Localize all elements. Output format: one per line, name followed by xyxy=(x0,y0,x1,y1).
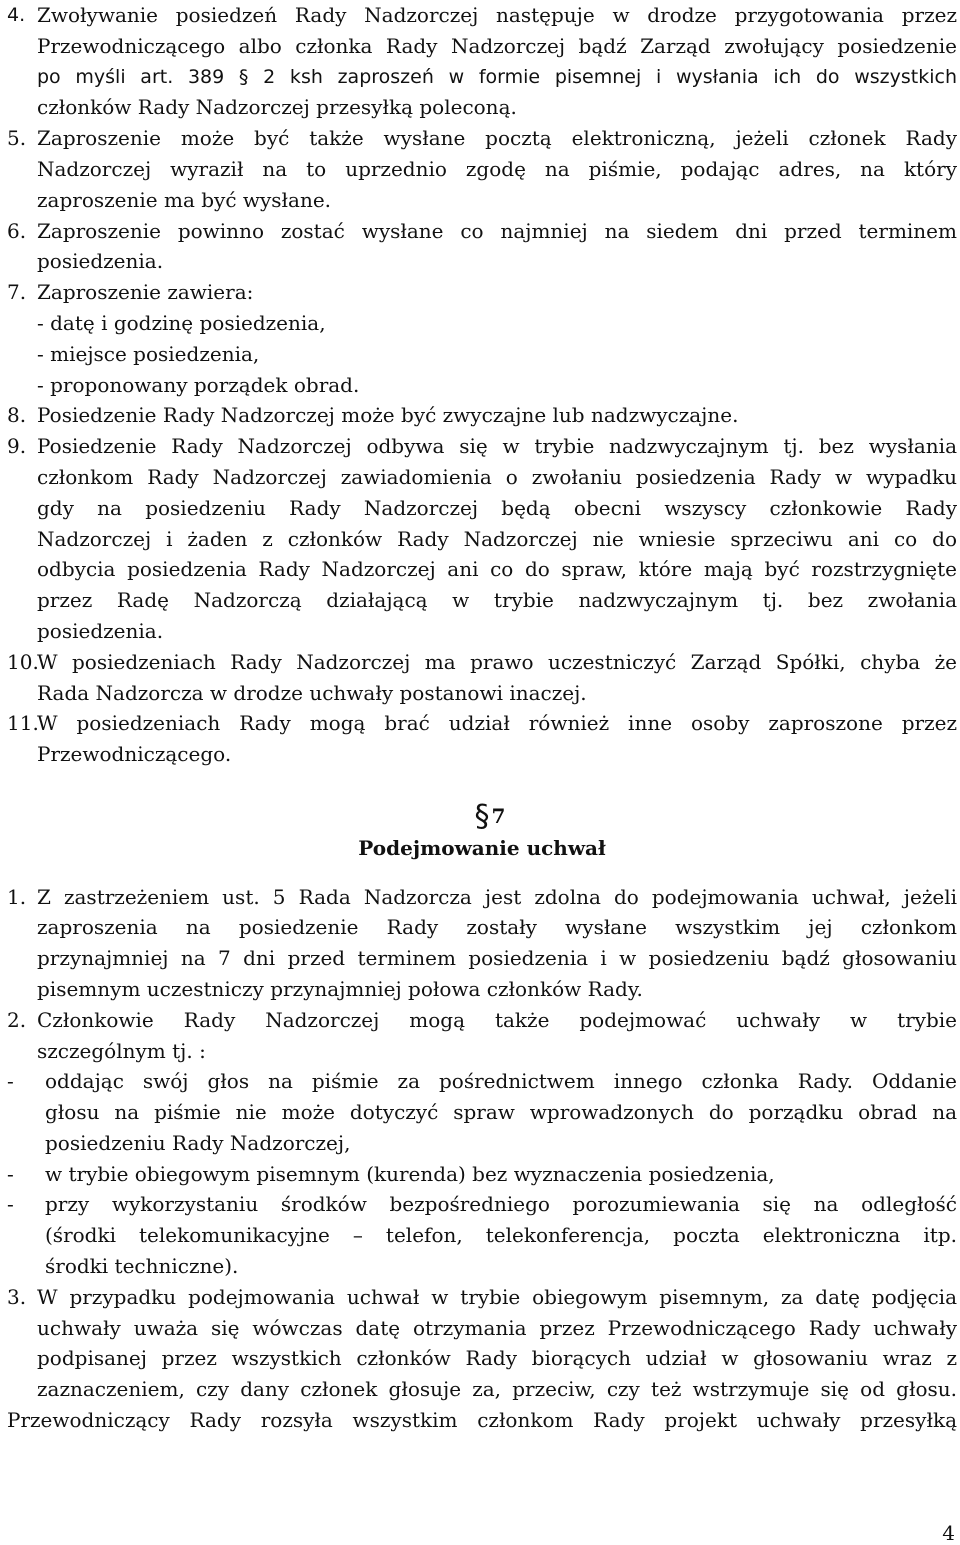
item-number: 8. xyxy=(7,403,27,428)
list-item xyxy=(7,882,957,1005)
text-line: - datę i godzinę posiedzenia, xyxy=(37,310,326,335)
text-line: członkom Rady Nadzorczej zawiadomienia o zwołaniu posiedzenia Rady w wypadku xyxy=(37,464,957,489)
text-line: pisemnym uczestniczy przynajmniej połowa członków Rady. xyxy=(37,976,643,1001)
text-line: posiedzeniu Rady Nadzorczej, xyxy=(45,1130,351,1155)
text-line: zaproszenie ma być wysłane. xyxy=(37,187,332,212)
text-line: oddając swój głos na piśmie za pośrednictwem innego członka Rady. Oddanie xyxy=(45,1069,957,1094)
dash-list-item xyxy=(7,1159,957,1190)
text-line: Członkowie Rady Nadzorczej mogą także podejmować uchwały w trybie xyxy=(37,1007,957,1032)
item-number: 3. xyxy=(7,1284,27,1309)
text-line: Przewodniczący Rady rozsyła wszystkim członkom Rady projekt uchwały przesyłką xyxy=(7,1408,957,1433)
item-number: 6. xyxy=(7,218,27,243)
dash-list-item xyxy=(7,1066,957,1158)
list-item xyxy=(7,1005,957,1067)
text-line: Zaproszenie może być także wysłane pocztą elektroniczną, jeżeli członek Rady xyxy=(37,126,957,151)
list-item xyxy=(7,0,957,123)
text-line: - proponowany porządek obrad. xyxy=(37,372,360,397)
document-page xyxy=(7,0,957,1436)
text-line: W przypadku podejmowania uchwał w trybie obiegowym pisemnym, za datę podjęcia xyxy=(37,1284,957,1309)
text-line: Rada Nadzorcza w drodze uchwały postanowi inaczej. xyxy=(37,680,587,705)
text-line: gdy na posiedzeniu Rady Nadzorczej będą obecni wszyscy członkowie Rady xyxy=(37,495,957,520)
section-symbol: § xyxy=(474,798,490,834)
text-line: - miejsce posiedzenia, xyxy=(37,341,260,366)
item-number: 1. xyxy=(7,884,27,909)
list-item xyxy=(7,647,957,709)
text-line: szczególnym tj. : xyxy=(37,1038,206,1063)
item-number: 5. xyxy=(7,126,27,151)
dash-bullet: - xyxy=(7,1192,14,1217)
text-line: Zwoływanie posiedzeń Rady Nadzorczej następuje w drodze przygotowania przez xyxy=(37,3,957,27)
text-line: zaznaczeniem, czy dany członek głosuje za, przeciw, czy też wstrzymuje się od głosu. xyxy=(37,1377,957,1402)
section-number-value: 7 xyxy=(491,803,506,828)
list-item xyxy=(7,277,957,400)
text-line: zaproszenia na posiedzenie Rady zostały wysłane wszystkim jej członkom xyxy=(37,915,957,940)
section-heading xyxy=(7,798,957,864)
item-number: 2. xyxy=(7,1007,27,1032)
text-line: Zaproszenie zawiera: xyxy=(37,280,254,305)
list-item xyxy=(7,216,957,278)
section-title: Podejmowanie uchwał xyxy=(358,835,606,860)
list-item xyxy=(7,400,957,431)
dash-bullet: - xyxy=(7,1161,14,1186)
item-number: 9. xyxy=(7,434,27,459)
page-number: 4 xyxy=(942,1521,955,1545)
list-item xyxy=(7,123,957,215)
text-line: głosu na piśmie nie może dotyczyć spraw wprowadzonych do porządku obrad na xyxy=(45,1100,957,1125)
text-line: Z zastrzeżeniem ust. 5 Rada Nadzorcza jest zdolna do podejmowania uchwał, jeżeli xyxy=(37,884,957,909)
text-line: posiedzenia. xyxy=(37,249,164,274)
item-number: 7. xyxy=(7,280,27,305)
text-line: Posiedzenie Rady Nadzorczej może być zwyczajne lub nadzwyczajne. xyxy=(37,403,739,428)
text-line: przy wykorzystaniu środków bezpośredniego porozumiewania się na odległość xyxy=(45,1192,957,1217)
text-line: W posiedzeniach Rady mogą brać udział również inne osoby zaproszone przez xyxy=(37,711,957,736)
dash-list-item xyxy=(7,1189,957,1281)
text-line: członków Rady Nadzorczej przesyłką poleconą. xyxy=(37,95,517,120)
text-line: po myśli art. 389 § 2 ksh zaproszeń w formie pisemnej i wysłania ich do wszystkich xyxy=(37,65,957,88)
text-line: posiedzenia. xyxy=(37,618,164,643)
item-number: 10. xyxy=(7,649,39,674)
text-line: środki techniczne). xyxy=(45,1254,239,1279)
dash-bullet: - xyxy=(7,1069,14,1094)
text-line: Przewodniczącego albo członka Rady Nadzorczej bądź Zarząd zwołujący posiedzenie xyxy=(37,33,957,58)
text-line: Przewodniczącego. xyxy=(37,742,232,767)
text-line: Zaproszenie powinno zostać wysłane co najmniej na siedem dni przed terminem xyxy=(37,218,957,243)
text-line: przez Radę Nadzorczą działającą w trybie nadzwyczajnym tj. bez zwołania xyxy=(37,588,957,613)
item-number: 11. xyxy=(7,711,39,736)
list-item xyxy=(7,1282,957,1405)
text-line: odbycia posiedzenia Rady Nadzorczej ani co do spraw, które mają być rozstrzygnięte xyxy=(37,557,957,582)
text-line: (środki telekomunikacyjne – telefon, telekonferencja, poczta elektroniczna itp. xyxy=(45,1223,957,1248)
text-line: Posiedzenie Rady Nadzorczej odbywa się w trybie nadzwyczajnym tj. bez wysłania xyxy=(37,434,957,459)
text-line: przynajmniej na 7 dni przed terminem posiedzenia i w posiedzeniu bądź głosowaniu xyxy=(37,946,957,971)
section-number xyxy=(7,798,957,834)
text-line: Nadzorczej i żaden z członków Rady Nadzorczej nie wniesie sprzeciwu ani co do xyxy=(37,526,957,551)
list-item xyxy=(7,431,957,647)
text-line: podpisanej przez wszystkich członków Rady biorących udział w głosowaniu wraz z xyxy=(37,1346,957,1371)
text-line: Nadzorczej wyraził na to uprzednio zgodę na piśmie, podając adres, na który xyxy=(37,156,957,181)
text-line: w trybie obiegowym pisemnym (kurenda) bez wyznaczenia posiedzenia, xyxy=(45,1161,775,1186)
text-line: uchwały uważa się wówczas datę otrzymania przez Przewodniczącego Rady uchwały xyxy=(37,1315,957,1340)
text-line: W posiedzeniach Rady Nadzorczej ma prawo uczestniczyć Zarząd Spółki, chyba że xyxy=(37,649,957,674)
item-number: 4. xyxy=(7,4,26,26)
list-item xyxy=(7,708,957,770)
